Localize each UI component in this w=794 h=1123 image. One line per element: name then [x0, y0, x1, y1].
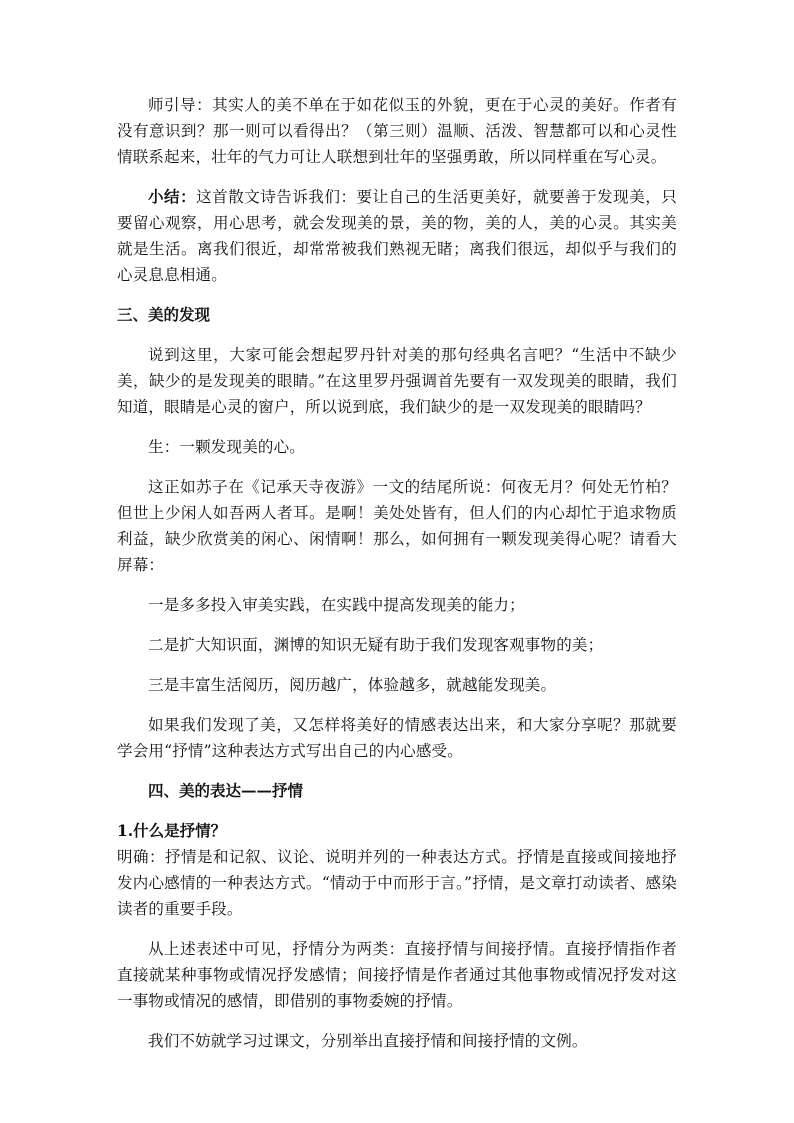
- subheading-what-is-lyric: 1.什么是抒情？: [117, 821, 227, 840]
- section-heading-4: 四、美的表达——抒情: [148, 781, 304, 800]
- paragraph-student-answer: 生：一颗发现美的心。: [148, 438, 306, 456]
- paragraph-teacher-guide: 师引导：其实人的美不单在于如花似玉的外貌，更在于心灵的美好。作者有没有意识到？那一则可以看得出？（第三则）温顺、活泼、智慧都可以和心灵性情联系起来，壮年的气力可让人联想到壮年的坚强勇敢，所以同样重在写心灵。: [117, 96, 677, 166]
- paragraph-rodin-quote: 说到这里，大家可能会想起罗丹针对美的那句经典名言吧？“生活中不缺少美，缺少的是发现美的眼睛。”在这里罗丹强调首先要有一双发现美的眼睛，我们知道，眼睛是心灵的窗户，所以说到底，我们缺少的是一双发现美的眼睛吗？: [117, 346, 677, 416]
- paragraph-expression-intro: 如果我们发现了美，又怎样将美好的情感表达出来，和大家分享呢？那就要学会用“抒情”这种表达方式写出自己的内心感受。: [117, 716, 677, 760]
- section-heading-3: 三、美的发现: [117, 305, 211, 324]
- paragraph-summary: [117, 184, 677, 288]
- paragraph-two-types: 从上述表述中可见，抒情分为两类：直接抒情与间接抒情。直接抒情指作者直接就某种事物或情况抒发感情；间接抒情是作者通过其他事物或情况抒发对这一事物或情况的感情，即借别的事物委婉的抒情。: [117, 940, 677, 1010]
- document-page: [117, 92, 677, 1068]
- paragraph-definition: 明确：抒情是和记叙、议论、说明并列的一种表达方式。抒情是直接或间接地抒发内心感情的一种表达方式。“情动于中而形于言。”抒情，是文章打动读者、感染读者的重要手段。: [117, 848, 677, 918]
- summary-text: 这首散文诗告诉我们：要让自己的生活更美好，就要善于发现美，只要留心观察，用心思考，就会发现美的景，美的物，美的人，美的心灵。其实美就是生活。离我们很近，却常常被我们熟视无睹；离我们很远，却似乎与我们的心灵息息相通。: [117, 188, 677, 284]
- paragraph-point-two: 二是扩大知识面，渊博的知识无疑有助于我们发现客观事物的美；: [148, 636, 604, 654]
- paragraph-examples: 我们不妨就学习过课文，分别举出直接抒情和间接抒情的文例。: [148, 1032, 588, 1050]
- paragraph-point-three: 三是丰富生活阅历，阅历越广，体验越多，就越能发现美。: [148, 676, 557, 694]
- summary-label: 小结：: [148, 187, 197, 206]
- paragraph-point-one: 一是多多投入审美实践，在实践中提高发现美的能力；: [148, 596, 525, 614]
- paragraph-su-shi: 这正如苏子在《记承天寺夜游》一文的结尾所说：何夜无月？何处无竹柏？但世上少闲人如吾两人者耳。是啊！美处处皆有，但人们的内心却忙于追求物质利益，缺少欣赏美的闲心、闲情啊！那么，如何拥有一颗发现美得心呢？请看大屏幕：: [117, 478, 677, 574]
